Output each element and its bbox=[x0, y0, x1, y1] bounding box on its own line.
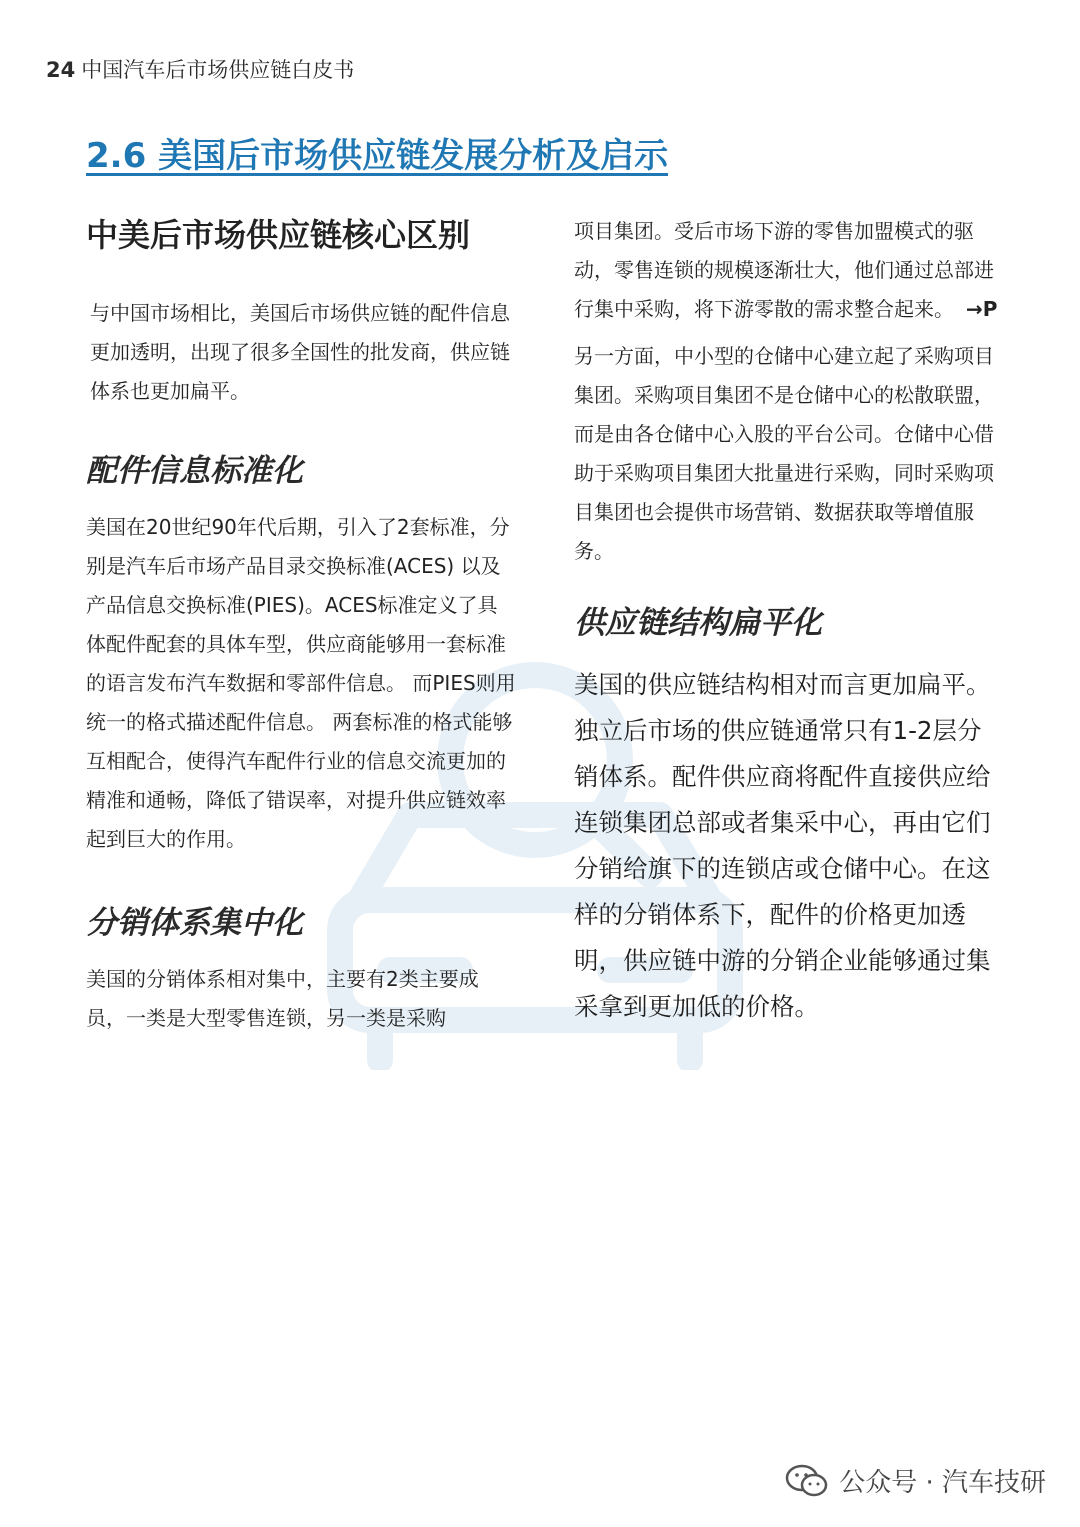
heading-core-difference: 中美后市场供应链核心区别 bbox=[86, 216, 471, 254]
warehouse-paragraph: 另一方面，中小型的仓储中心建立起了采购项目集团。采购项目集团不是仓储中心的松散联盟，而是由各仓储中心入股的平台公司。仓储中心借助于采购项目集团大批量进行采购，同时采购项目集团也会提供市场营销、数据获取等增值服务。 bbox=[574, 344, 994, 563]
intro-paragraph: 与中国市场相比，美国后市场供应链的配件信息更加透明，出现了很多全国性的批发商，供应链体系也更加扁平。 bbox=[90, 301, 510, 403]
footer-watermark bbox=[785, 1462, 1046, 1499]
document-title: 中国汽车后市场供应链白皮书 bbox=[81, 58, 355, 82]
arrow-marker: →P bbox=[966, 297, 998, 321]
distribution-paragraph: 美国的分销体系相对集中，主要有2类主要成员，一类是大型零售连锁，另一类是采购 bbox=[86, 967, 479, 1030]
heading-flat-structure: 供应链结构扁平化 bbox=[574, 605, 822, 641]
heading-distribution: 分销体系集中化 bbox=[86, 905, 303, 941]
left-column bbox=[86, 210, 516, 1038]
section-title: 2.6 美国后市场供应链发展分析及启示 bbox=[86, 136, 669, 176]
footer-text: 公众号 · 汽车技研 bbox=[839, 1468, 1046, 1498]
distribution-continued-paragraph bbox=[574, 212, 1004, 329]
page-header bbox=[46, 54, 354, 84]
distribution-continued-text: 项目集团。受后市场下游的零售加盟模式的驱动，零售连锁的规模逐渐壮大，他们通过总部进行集中采购，将下游零散的需求整合起来。 bbox=[574, 219, 994, 321]
flat-structure-paragraph: 美国的供应链结构相对而言更加扁平。独立后市场的供应链通常只有1-2层分销体系。配件供应商将配件直接供应给连锁集团总部或者集采中心，再由它们分销给旗下的连锁店或仓储中心。在这样的分销体系下，配件的价格更加透明，供应链中游的分销企业能够通过集采拿到更加低的价格。 bbox=[574, 670, 991, 1021]
wechat-icon bbox=[785, 1464, 829, 1498]
heading-standardization: 配件信息标准化 bbox=[86, 453, 303, 489]
standardization-paragraph: 美国在20世纪90年代后期，引入了2套标准，分别是汽车后市场产品目录交换标准(ACES) 以及产品信息交换标准(PIES)。ACES标准定义了具体配件配套的具体车型，供应商能够用一套标准的语言发布汽车数据和零部件信息。 而PIES则用统一的格式描述配件信息。 两套标准的格式能够互相配合，使得汽车配件行业的信息交流更加的精准和通畅，降低了错误率，对提升供应链效率起到巨大的作用。 bbox=[86, 515, 516, 851]
right-column bbox=[574, 212, 1004, 1030]
page-number: 24 bbox=[46, 58, 76, 82]
